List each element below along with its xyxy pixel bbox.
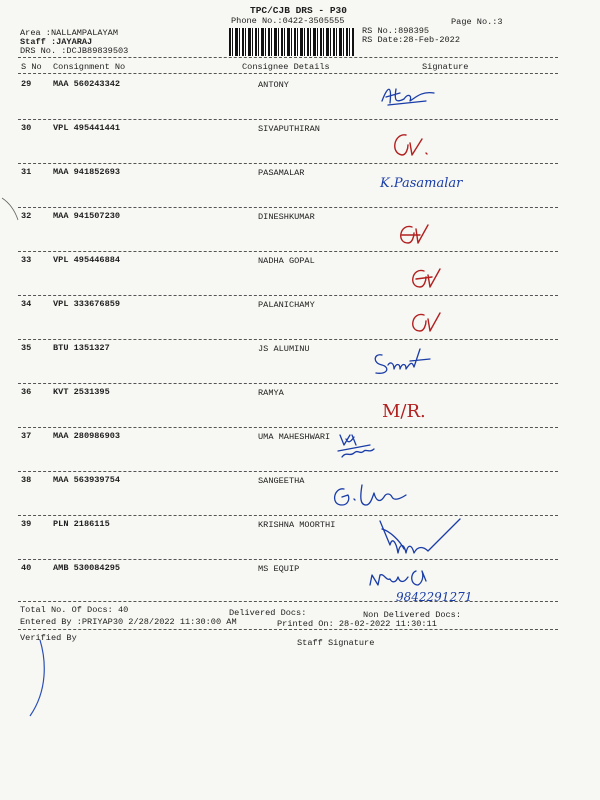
signature-mark (330, 475, 490, 515)
row-sno: 39 (21, 519, 32, 529)
entered-by: Entered By :PRIYAP30 2/28/2022 11:30:00 AM (20, 617, 237, 627)
row-sno: 36 (21, 387, 32, 397)
row-divider (18, 207, 558, 208)
drs-number: DRS No. :DCJB89839503 (20, 46, 129, 56)
row-sno: 30 (21, 123, 32, 133)
row-sno: 32 (21, 211, 32, 221)
table-row (0, 431, 600, 475)
signature-mark (330, 387, 490, 427)
row-consignee: SANGEETHA (258, 476, 305, 486)
row-divider (18, 559, 558, 560)
row-consignment: MAA 280986903 (53, 431, 121, 441)
table-row (0, 563, 600, 607)
column-sno: S No (21, 62, 42, 72)
row-consignee: SIVAPUTHIRAN (258, 124, 320, 134)
table-row (0, 343, 600, 387)
signature-text: M/R. (382, 401, 426, 422)
row-consignment: MAA 560243342 (53, 79, 121, 89)
signature-mark (330, 255, 490, 295)
row-consignment: MAA 941852693 (53, 167, 121, 177)
staff-signature: Staff Signature (297, 638, 375, 648)
table-row (0, 519, 600, 563)
delivered-docs: Delivered Docs: (229, 608, 307, 618)
row-consignment: KVT 2531395 (53, 387, 110, 397)
table-row (0, 211, 600, 255)
signature-mark (330, 167, 490, 207)
staff-label: Staff :JAYARAJ (20, 37, 93, 47)
row-divider (18, 119, 558, 120)
row-consignee: PALANICHAMY (258, 300, 315, 310)
row-divider (18, 251, 558, 252)
row-consignment: VPL 495441441 (53, 123, 121, 133)
signature-mark (330, 211, 490, 251)
signature-mark (330, 79, 490, 119)
rs-date: RS Date:28-Feb-2022 (362, 35, 460, 45)
table-row (0, 79, 600, 123)
signature-mark (330, 123, 490, 163)
row-sno: 31 (21, 167, 32, 177)
row-divider (18, 383, 558, 384)
row-sno: 34 (21, 299, 32, 309)
row-consignment: PLN 2186115 (53, 519, 110, 529)
row-divider (18, 339, 558, 340)
row-divider (18, 295, 558, 296)
row-consignment: VPL 333676859 (53, 299, 121, 309)
row-sno: 33 (21, 255, 32, 265)
footer-divider (18, 629, 558, 630)
table-row (0, 475, 600, 519)
row-consignment: BTU 1351327 (53, 343, 110, 353)
row-divider (18, 427, 558, 428)
barcode (229, 28, 354, 56)
margin-pen-stroke (0, 190, 30, 230)
column-signature: Signature (422, 62, 469, 72)
column-divider (18, 73, 558, 74)
row-sno: 29 (21, 79, 32, 89)
table-row (0, 123, 600, 167)
signature-mark (330, 431, 490, 471)
document-title: TPC/CJB DRS - P30 (250, 5, 347, 16)
row-consignment: VPL 495446884 (53, 255, 121, 265)
row-divider (18, 515, 558, 516)
non-delivered-docs: Non Delivered Docs: (363, 610, 461, 620)
row-consignee: UMA MAHESHWARI (258, 432, 331, 442)
row-consignee: JS ALUMINU (258, 344, 310, 354)
row-consignee: ANTONY (258, 80, 289, 90)
row-consignee: PASAMALAR (258, 168, 305, 178)
column-consignment: Consignment No (53, 62, 126, 72)
signature-mark (330, 519, 490, 559)
column-consignee: Consignee Details (242, 62, 330, 72)
total-docs: Total No. Of Docs: 40 (20, 605, 129, 615)
row-consignment: AMB 530084295 (53, 563, 121, 573)
table-row (0, 387, 600, 431)
row-divider (18, 601, 558, 602)
row-consignment: MAA 563939754 (53, 475, 121, 485)
row-sno: 35 (21, 343, 32, 353)
row-consignee: DINESHKUMAR (258, 212, 315, 222)
area-label: Area :NALLAMPALAYAM (20, 28, 118, 38)
printed-on: Printed On: 28-02-2022 11:30:11 (277, 619, 437, 629)
phone-number: Phone No.:0422-3505555 (231, 16, 345, 26)
verified-by: Verified By (20, 633, 77, 643)
header-divider (18, 57, 558, 58)
table-row (0, 255, 600, 299)
table-row (0, 299, 600, 343)
row-consignee: NADHA GOPAL (258, 256, 315, 266)
row-sno: 38 (21, 475, 32, 485)
margin-pen-stroke (0, 640, 60, 720)
page-number: Page No.:3 (451, 17, 503, 27)
row-divider (18, 471, 558, 472)
row-consignee: KRISHNA MOORTHI (258, 520, 336, 530)
row-consignment: MAA 941507230 (53, 211, 121, 221)
row-divider (18, 163, 558, 164)
signature-mark (330, 299, 490, 339)
row-consignee: MS EQUIP (258, 564, 300, 574)
table-row (0, 167, 600, 211)
row-consignee: RAMYA (258, 388, 284, 398)
signature-phone: 9842291271 (396, 590, 473, 604)
signature-mark (330, 343, 490, 383)
signature-text: K.Pasamalar (380, 176, 463, 191)
row-sno: 37 (21, 431, 32, 441)
rs-number: RS No.:898395 (362, 26, 430, 36)
signature-mark (330, 563, 490, 603)
row-sno: 40 (21, 563, 32, 573)
